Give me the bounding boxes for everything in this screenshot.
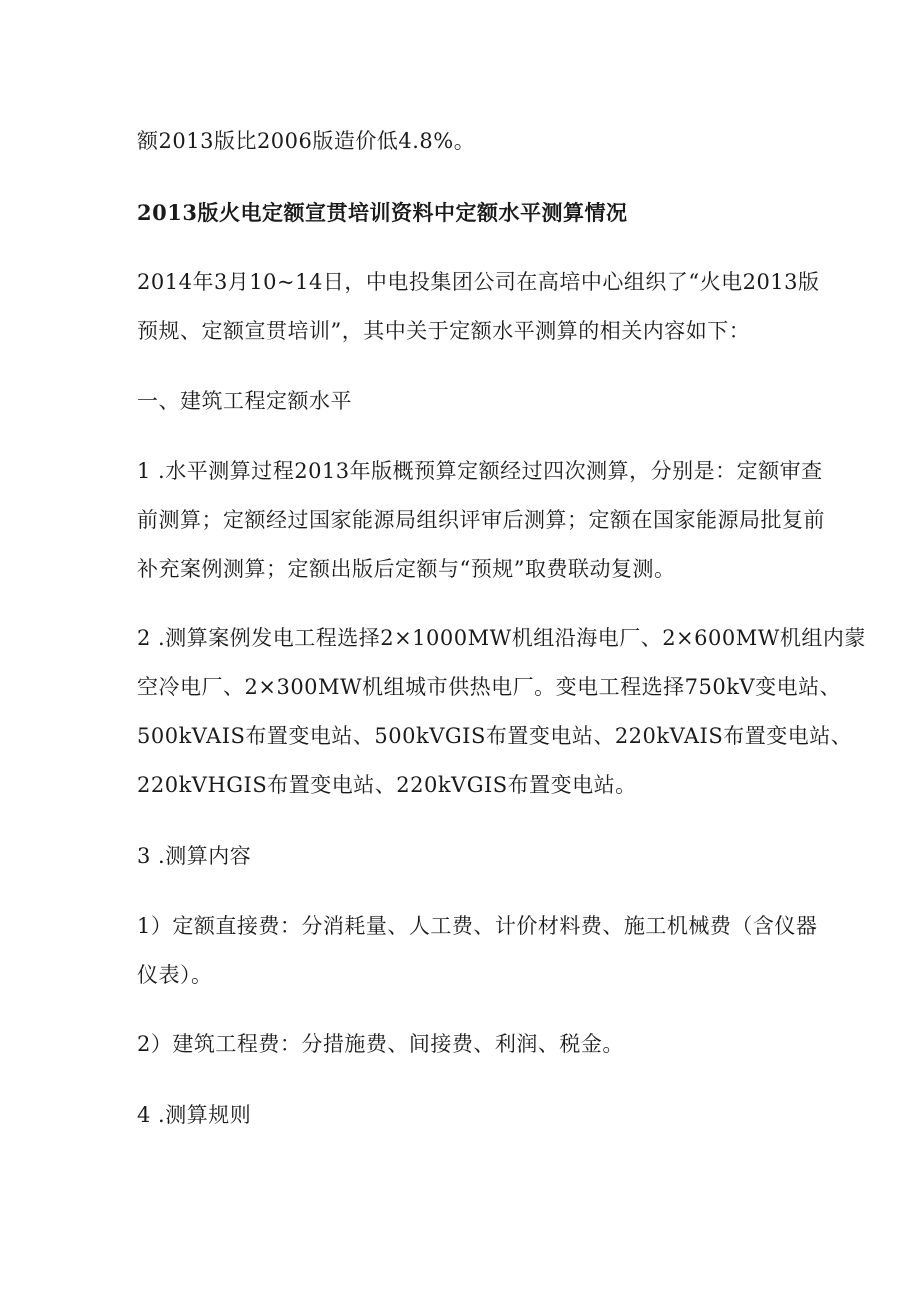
item-1-line-3: 补充案例测算；定额出版后定额与“预规”取费联动复测。 [137, 557, 676, 581]
heading-building-engineering: 一、建筑工程定额水平 [137, 389, 352, 413]
item-4-heading: 4 .测算规则 [137, 1103, 252, 1127]
item-3-1-line-1: 1）定额直接费：分消耗量、人工费、计价材料费、施工机械费（含仪器 [137, 914, 818, 938]
item-3-heading: 3 .测算内容 [137, 844, 252, 868]
item-2-line-3: 500kVAIS布置变电站、500kVGIS布置变电站、220kVAIS布置变电站、 [137, 724, 853, 748]
item-3-2-line-1: 2）建筑工程费：分措施费、间接费、利润、税金。 [137, 1032, 624, 1056]
item-2-line-2: 空冷电厂、2×300MW机组城市供热电厂。变电工程选择750kV变电站、 [137, 675, 842, 699]
item-1-line-1: 1 .水平测算过程2013年版概预算定额经过四次测算，分别是：定额审查 [137, 459, 823, 483]
paragraph-training-line-2: 预规、定额宣贯培训”，其中关于定额水平测算的相关内容如下： [137, 319, 751, 343]
paragraph-training-line-1: 2014年3月10~14日，中电投集团公司在高培中心组织了“火电2013版 [137, 270, 820, 294]
item-2-line-4: 220kVHGIS布置变电站、220kVGIS布置变电站。 [137, 773, 637, 797]
section-title: 2013版火电定额宣贯培训资料中定额水平测算情况 [137, 200, 628, 225]
item-1-line-2: 前测算；定额经过国家能源局组织评审后测算；定额在国家能源局批复前 [137, 508, 825, 532]
item-3-1-line-2: 仪表）。 [137, 963, 213, 987]
paragraph-intro-tail-line-1: 额2013版比2006版造价低4.8%。 [137, 129, 476, 153]
item-2-line-1: 2 .测算案例发电工程选择2×1000MW机组沿海电厂、2×600MW机组内蒙 [137, 626, 866, 650]
